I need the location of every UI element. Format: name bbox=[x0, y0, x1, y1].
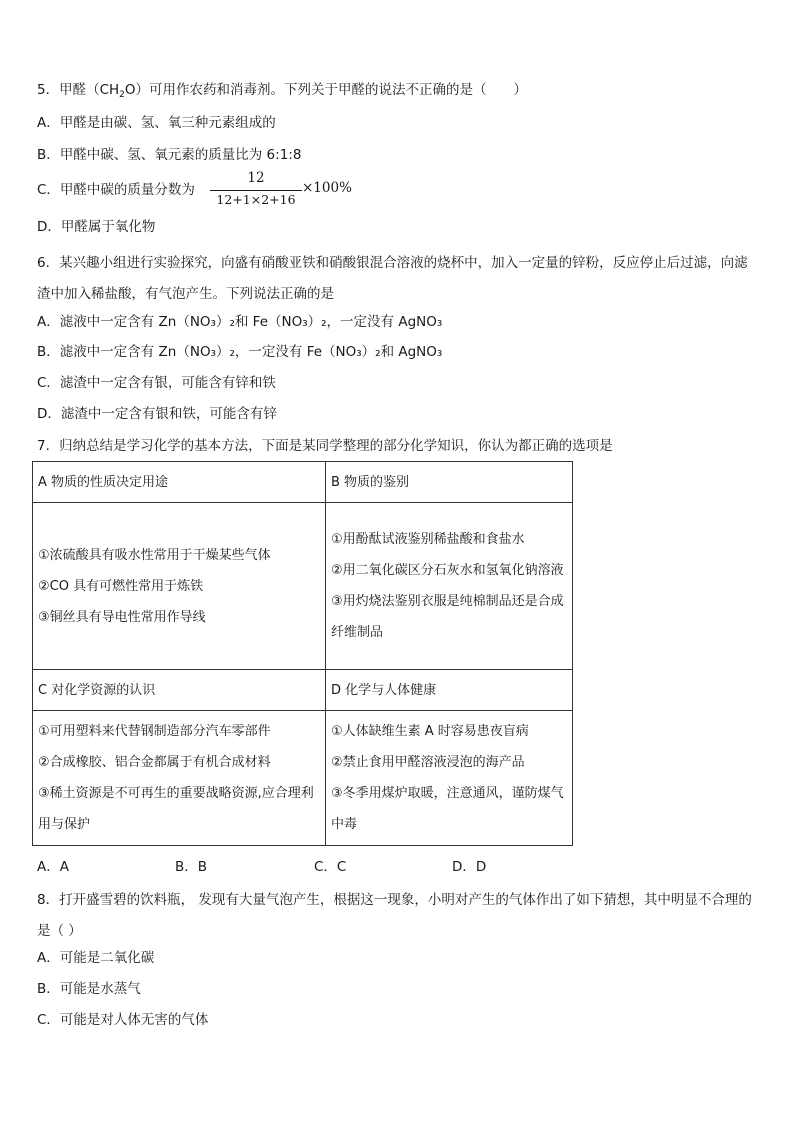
q8-option-b: B．可能是水蒸气 bbox=[37, 981, 141, 997]
q7-option-b: B．B bbox=[175, 859, 208, 875]
fraction-multiplier: ×100% bbox=[302, 180, 352, 196]
q6-option-d: D．滤渣中一定含有银和铁，可能含有锌 bbox=[37, 406, 277, 422]
a-item: ①浓硫酸具有吸水性常用于干燥某些气体 bbox=[38, 547, 271, 563]
b-item: ②用二氧化碳区分石灰水和氢氧化钠溶液 bbox=[331, 563, 564, 578]
b-item: ③用灼烧法鉴别衣服是纯棉制品还是合成纤维制品 bbox=[331, 594, 564, 640]
q5-option-d: D．甲醛属于氧化物 bbox=[37, 219, 156, 235]
q5-option-b: B．甲醛中碳、氢、氧元素的质量比为 6:1:8 bbox=[37, 147, 302, 163]
cell-c-body bbox=[33, 711, 326, 846]
cell-c-head: C 对化学资源的认识 bbox=[33, 670, 326, 711]
d-item: ①人体缺维生素 A 时容易患夜盲病 bbox=[331, 724, 529, 739]
q6-option-a: A．滤液中一定含有 Zn（NO₃）₂和 Fe（NO₃）₂，一定没有 AgNO₃ bbox=[37, 314, 443, 330]
d-item: ③冬季用煤炉取暖，注意通风，谨防煤气中毒 bbox=[331, 786, 564, 832]
cell-d-body bbox=[326, 711, 573, 846]
cell-b-body bbox=[326, 503, 573, 670]
q5-stem: 5．甲醛$(CH_2O)$可用作农药和消毒剂。下列关于甲醛的说法不正确的是（ ） bbox=[37, 82, 528, 100]
q5-option-a: A．甲醛是由碳、氢、氧三种元素组成的 bbox=[37, 115, 276, 131]
cell-d-head: D 化学与人体健康 bbox=[326, 670, 573, 711]
c-item: ③稀土资源是不可再生的重要战略资源,应合理利用与保护 bbox=[38, 786, 314, 832]
q6-stem: 6．某兴趣小组进行实验探究，向盛有硝酸亚铁和硝酸银混合溶液的烧杯中，加入一定量的锌粉，反应停止后过滤，向滤渣中加入稀盐酸，有气泡产生。下列说法正确的是 bbox=[37, 255, 748, 302]
q8-stem: 8．打开盛雪碧的饮料瓶， 发现有大量气泡产生，根据这一现象，小明对产生的气体作出了如下猜想，其中明显不合理的是（ ） bbox=[37, 892, 752, 939]
cell-a-body bbox=[33, 503, 326, 670]
cell-a-head: A 物质的性质决定用途 bbox=[33, 462, 326, 503]
q5-option-c-label: C．甲醛中碳的质量分数为 bbox=[37, 182, 195, 198]
fraction-denominator: 12+1×2+16 bbox=[216, 192, 296, 207]
fraction-numerator: 12 bbox=[247, 170, 265, 186]
q7-option-d: D．D bbox=[452, 859, 487, 875]
q7-stem: 7．归纳总结是学习化学的基本方法，下面是某同学整理的部分化学知识，你认为都正确的选项是 bbox=[37, 438, 613, 454]
a-item: ②CO 具有可燃性常用于炼铁 bbox=[38, 578, 204, 594]
a-item: ③铜丝具有导电性常用作导线 bbox=[38, 609, 206, 625]
q6-option-c: C．滤渣中一定含有银，可能含有锌和铁 bbox=[37, 375, 276, 391]
knowledge-table bbox=[32, 461, 573, 846]
carbon-mass-fraction-formula bbox=[210, 170, 350, 214]
d-item: ②禁止食用甲醛溶液浸泡的海产品 bbox=[331, 755, 525, 770]
c-item: ①可用塑料来代替钢制造部分汽车零部件 bbox=[38, 724, 271, 739]
q6-option-b: B．滤液中一定含有 Zn（NO₃）₂，一定没有 Fe（NO₃）₂和 AgNO₃ bbox=[37, 344, 443, 360]
fraction-bar bbox=[210, 190, 302, 191]
cell-b-head: B 物质的鉴别 bbox=[326, 462, 573, 503]
b-item: ①用酚酞试液鉴别稀盐酸和食盐水 bbox=[331, 532, 525, 547]
q8-option-a: A．可能是二氧化碳 bbox=[37, 950, 155, 966]
q7-option-c: C．C bbox=[314, 859, 347, 875]
q8-option-c: C．可能是对人体无害的气体 bbox=[37, 1012, 209, 1028]
c-item: ②合成橡胶、铝合金都属于有机合成材料 bbox=[38, 755, 271, 770]
q7-option-a: A．A bbox=[37, 859, 69, 875]
